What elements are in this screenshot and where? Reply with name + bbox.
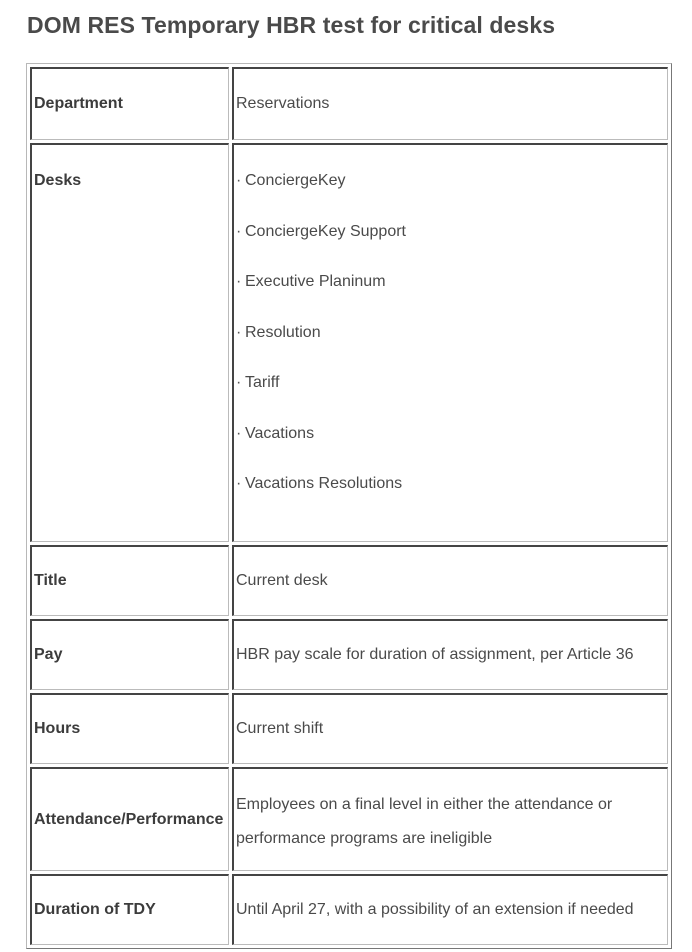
table-row-attendance <box>30 767 668 871</box>
desk-name: Vacations Resolutions <box>245 475 403 492</box>
table-row-department <box>30 67 668 140</box>
duration-value: Until April 27, with a possibility of an extension if needed <box>232 874 668 945</box>
table-row-desks <box>30 143 668 542</box>
list-item <box>236 474 665 525</box>
list-item <box>236 171 665 222</box>
bullet-glyph: · <box>236 475 242 492</box>
duration-label: Duration of TDY <box>30 874 229 945</box>
desk-name: Executive Planinum <box>245 273 386 290</box>
table-row-title <box>30 545 668 616</box>
bullet-glyph: · <box>236 172 242 189</box>
bullet-glyph: · <box>236 273 242 290</box>
department-value: Reservations <box>232 67 668 140</box>
list-item <box>236 272 665 323</box>
table-row-pay <box>30 619 668 690</box>
bullet-glyph: · <box>236 323 242 341</box>
title-value: Current desk <box>232 545 668 616</box>
pay-label: Pay <box>30 619 229 690</box>
hours-value: Current shift <box>232 693 668 764</box>
department-label: Department <box>30 67 229 140</box>
attendance-label: Attendance/Performance <box>30 767 229 871</box>
list-item <box>236 373 665 424</box>
desk-name: ConciergeKey <box>245 172 346 189</box>
list-item <box>236 424 665 475</box>
list-item <box>236 323 665 374</box>
hours-label: Hours <box>30 693 229 764</box>
table-row-duration <box>30 874 668 945</box>
attendance-value <box>232 767 668 871</box>
bullet-glyph: · <box>236 374 242 391</box>
desk-list <box>236 145 665 525</box>
bullet-glyph: · <box>236 424 242 442</box>
bullet-glyph: · <box>236 222 242 240</box>
desk-name: ConciergeKey Support <box>245 222 406 240</box>
desk-name: Resolution <box>245 323 321 341</box>
title-label: Title <box>30 545 229 616</box>
table-row-hours <box>30 693 668 764</box>
pay-value: HBR pay scale for duration of assignment, per Article 36 <box>232 619 668 690</box>
desk-name: Tariff <box>245 374 280 391</box>
list-item <box>236 222 665 273</box>
page-title: DOM RES Temporary HBR test for critical desks <box>27 12 556 38</box>
desks-label: Desks <box>30 143 229 542</box>
attendance-text: Employees on a final level in either the attendance or performance programs are ineligible <box>236 795 613 847</box>
desk-name: Vacations <box>245 424 315 442</box>
desks-value <box>232 143 668 542</box>
info-table <box>26 63 672 949</box>
